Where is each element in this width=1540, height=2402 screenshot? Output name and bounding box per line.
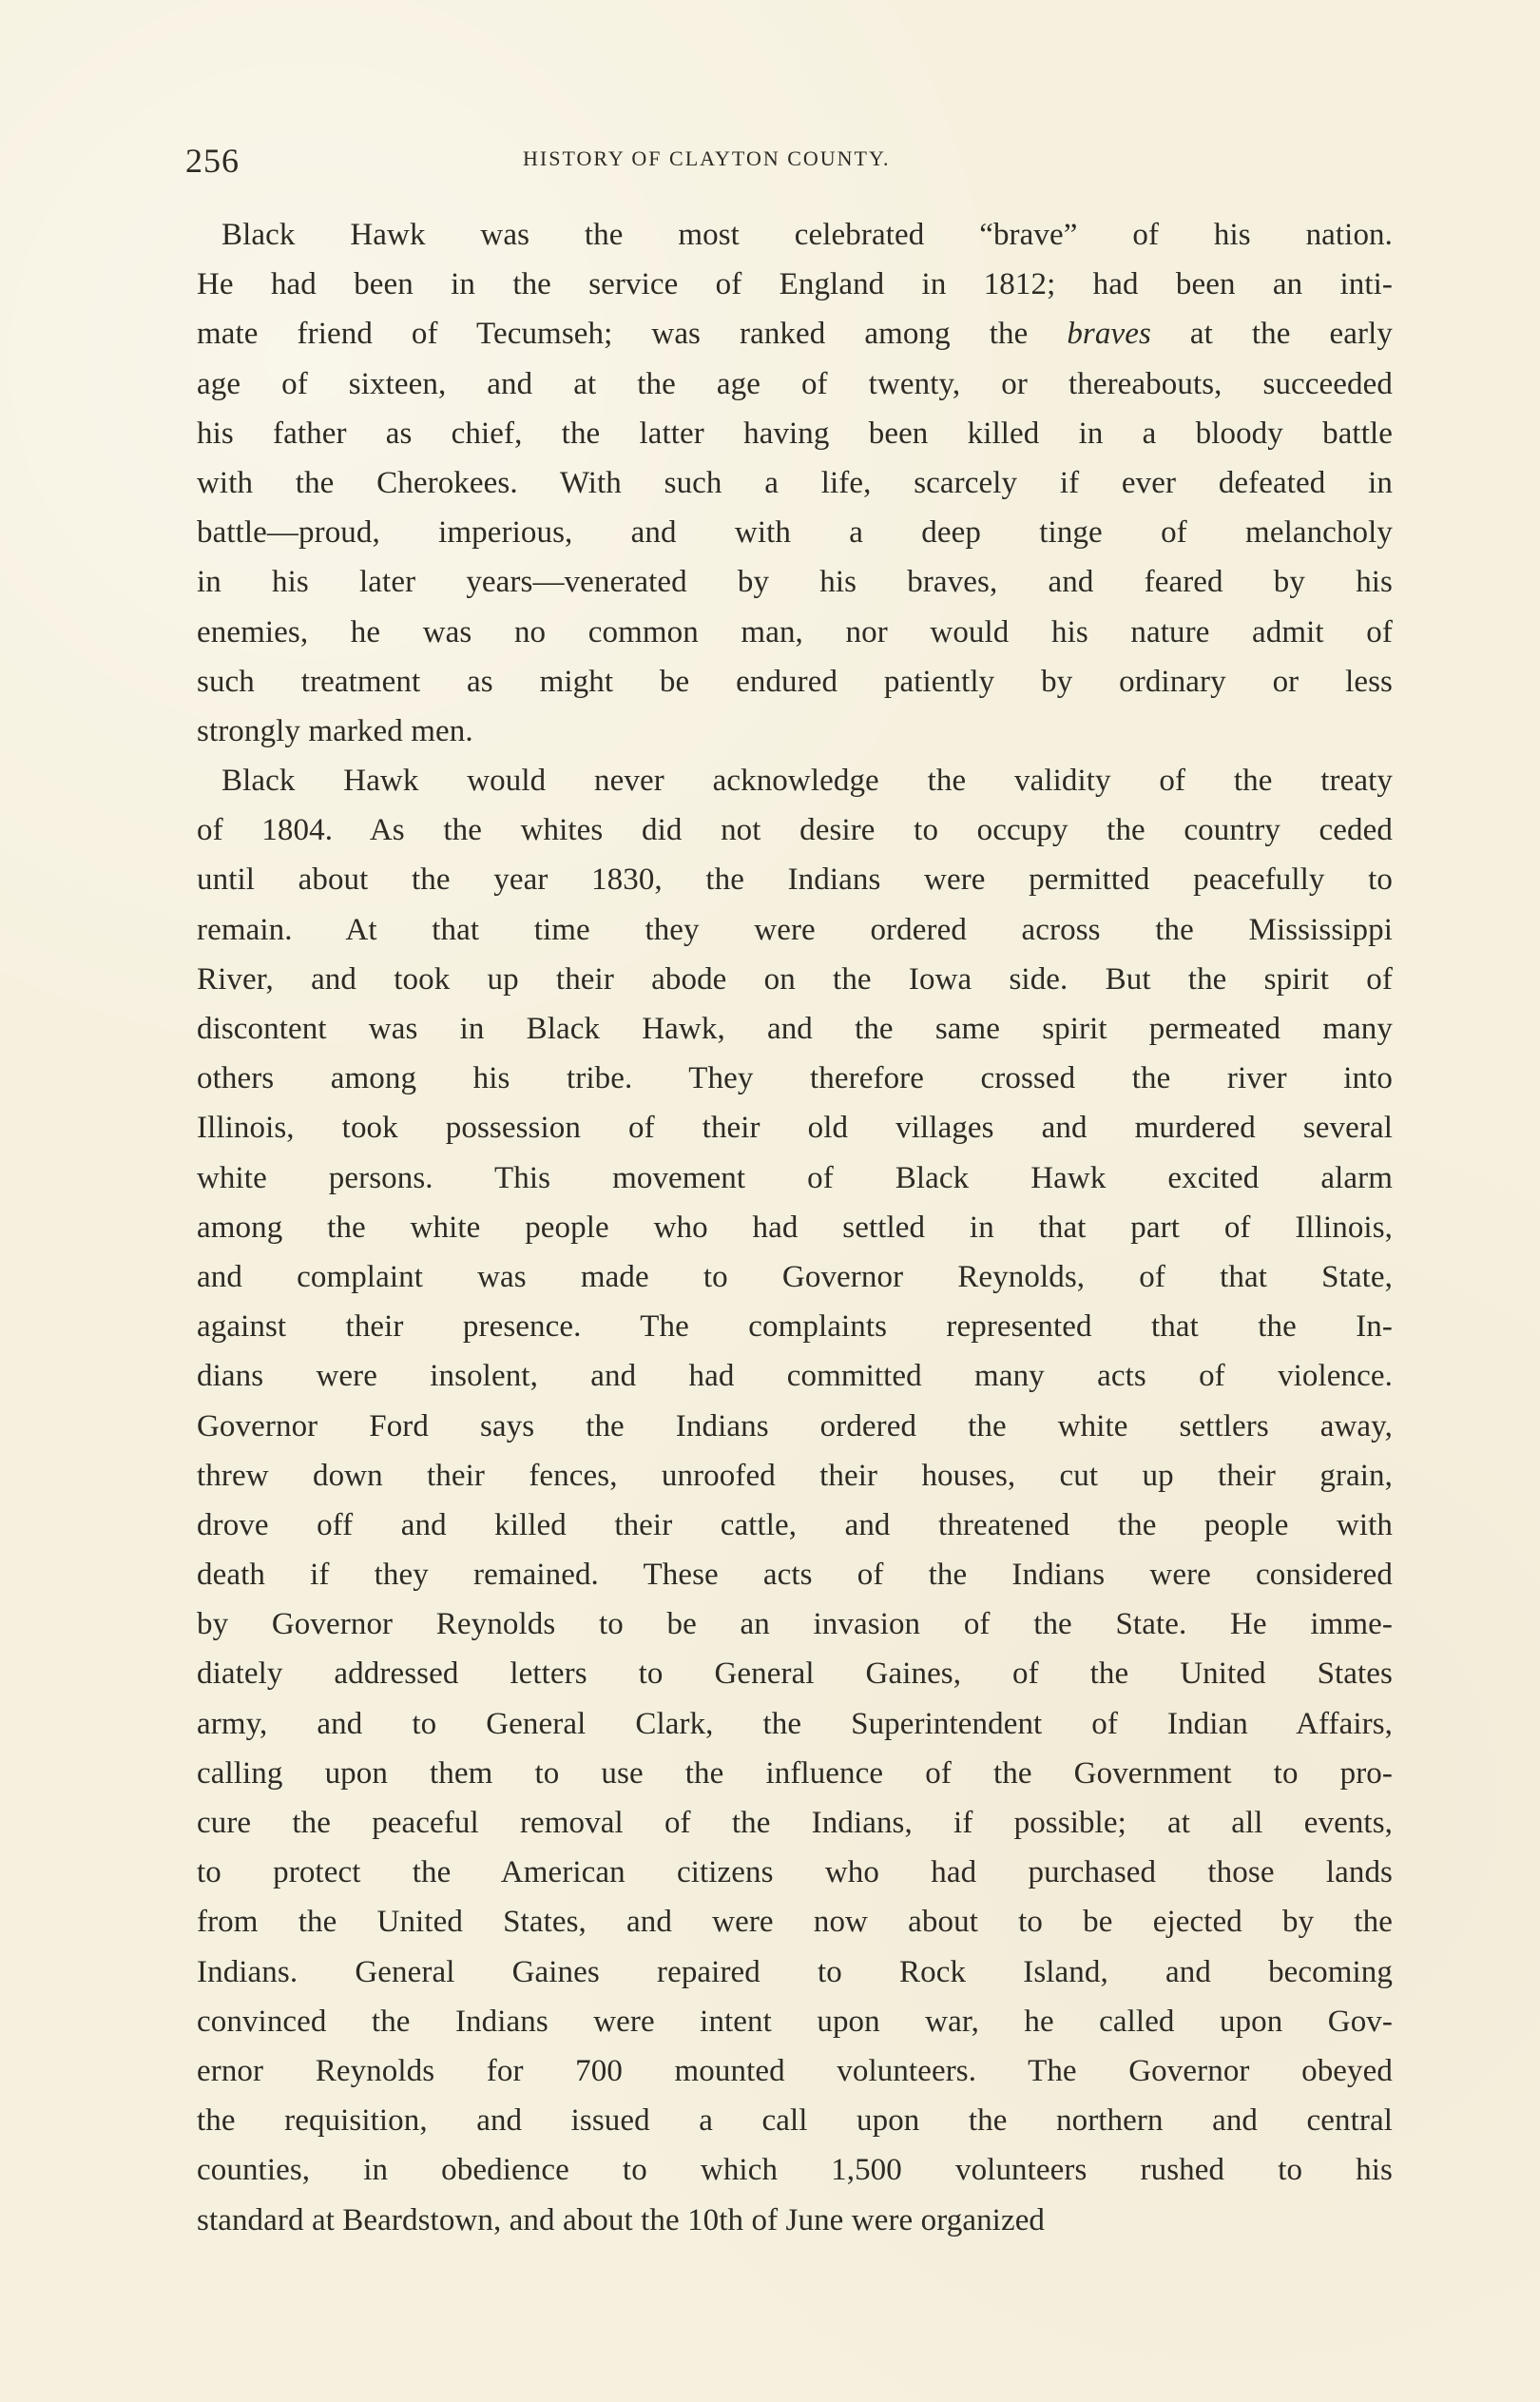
text-line: He had been in the service of England in 1812; had been an inti-	[197, 267, 1393, 302]
text-line: from the United States, and were now about to be ejected by the	[197, 1905, 1393, 1940]
running-title: HISTORY OF CLAYTON COUNTY.	[523, 146, 891, 170]
page-number: 256	[185, 142, 240, 180]
text-line: others among his tribe. They therefore crossed the river into	[197, 1061, 1393, 1096]
text-line: Governor Ford says the Indians ordered the white settlers away,	[197, 1408, 1393, 1443]
text-line: discontent was in Black Hawk, and the same spirit permeated many	[197, 1012, 1393, 1046]
text-line: enemies, he was no common man, nor would his nature admit of	[197, 614, 1393, 649]
text-line: to protect the American citizens who had purchased those lands	[197, 1855, 1393, 1890]
text-line: the requisition, and issued a call upon the northern and central	[197, 2103, 1393, 2139]
text-line: such treatment as might be endured patiently by ordinary or less	[197, 664, 1393, 699]
text-line: with the Cherokees. With such a life, scarcely if ever defeated in	[197, 465, 1393, 500]
text-line: and complaint was made to Governor Reynolds, of that State,	[197, 1259, 1393, 1294]
text-line: ernor Reynolds for 700 mounted volunteers. The Governor obeyed	[197, 2053, 1393, 2088]
text-line: threw down their fences, unroofed their houses, cut up their grain,	[197, 1458, 1393, 1493]
text-line: death if they remained. These acts of the Indians were considered	[197, 1558, 1393, 1593]
text-line: army, and to General Clark, the Superintendent of Indian Affairs,	[197, 1706, 1393, 1741]
text-line-segment: mate friend of Tecumseh; was ranked among the	[197, 317, 1068, 352]
text-line: battle—proud, imperious, and with a deep tinge of melancholy	[197, 515, 1393, 551]
text-line: Illinois, took possession of their old villages and murdered several	[197, 1111, 1393, 1146]
text-line: River, and took up their abode on the Iowa side. But the spirit of	[197, 961, 1393, 997]
text-line: remain. At that time they were ordered across the Mississippi	[197, 912, 1393, 947]
text-line: diately addressed letters to General Gaines, of the United States	[197, 1656, 1393, 1692]
text-line: dians were insolent, and had committed many acts of violence.	[197, 1359, 1393, 1394]
text-line: counties, in obedience to which 1,500 volunteers rushed to his	[197, 2153, 1393, 2188]
text-line: convinced the Indians were intent upon war, he called upon Gov-	[197, 2004, 1393, 2039]
text-line: strongly marked men.	[197, 713, 473, 748]
body-text	[197, 210, 1393, 2245]
text-line: white persons. This movement of Black Hawk excited alarm	[197, 1160, 1393, 1195]
page-header	[185, 141, 1407, 183]
text-line-with-italic	[197, 309, 1393, 358]
text-line: Black Hawk was the most celebrated “brave” of his nation.	[221, 218, 1393, 252]
text-line: standard at Beardstown, and about the 10th of June were organized	[197, 2202, 1046, 2237]
text-line: by Governor Reynolds to be an invasion of the State. He imme-	[197, 1607, 1393, 1642]
italic-word: braves	[1067, 317, 1151, 352]
text-line-segment: at the early	[1150, 317, 1393, 352]
text-line: in his later years—venerated by his braves, and feared by his	[197, 565, 1393, 600]
text-line: his father as chief, the latter having been killed in a bloody battle	[197, 416, 1393, 451]
text-line: calling upon them to use the influence of the Government to pro-	[197, 1755, 1393, 1791]
text-line: Black Hawk would never acknowledge the validity of the treaty	[221, 764, 1393, 799]
text-line: cure the peaceful removal of the Indians, if possible; at all events,	[197, 1806, 1393, 1840]
text-line: of 1804. As the whites did not desire to occupy the country ceded	[197, 813, 1393, 848]
text-line: Indians. General Gaines repaired to Rock Island, and becoming	[197, 1954, 1393, 1989]
text-line: among the white people who had settled in that part of Illinois,	[197, 1210, 1393, 1245]
text-line: age of sixteen, and at the age of twenty, or thereabouts, succeeded	[197, 366, 1393, 401]
text-line: against their presence. The complaints represented that the In-	[197, 1309, 1393, 1345]
text-line: drove off and killed their cattle, and threatened the people with	[197, 1507, 1393, 1542]
text-line: until about the year 1830, the Indians were permitted peacefully to	[197, 862, 1393, 898]
